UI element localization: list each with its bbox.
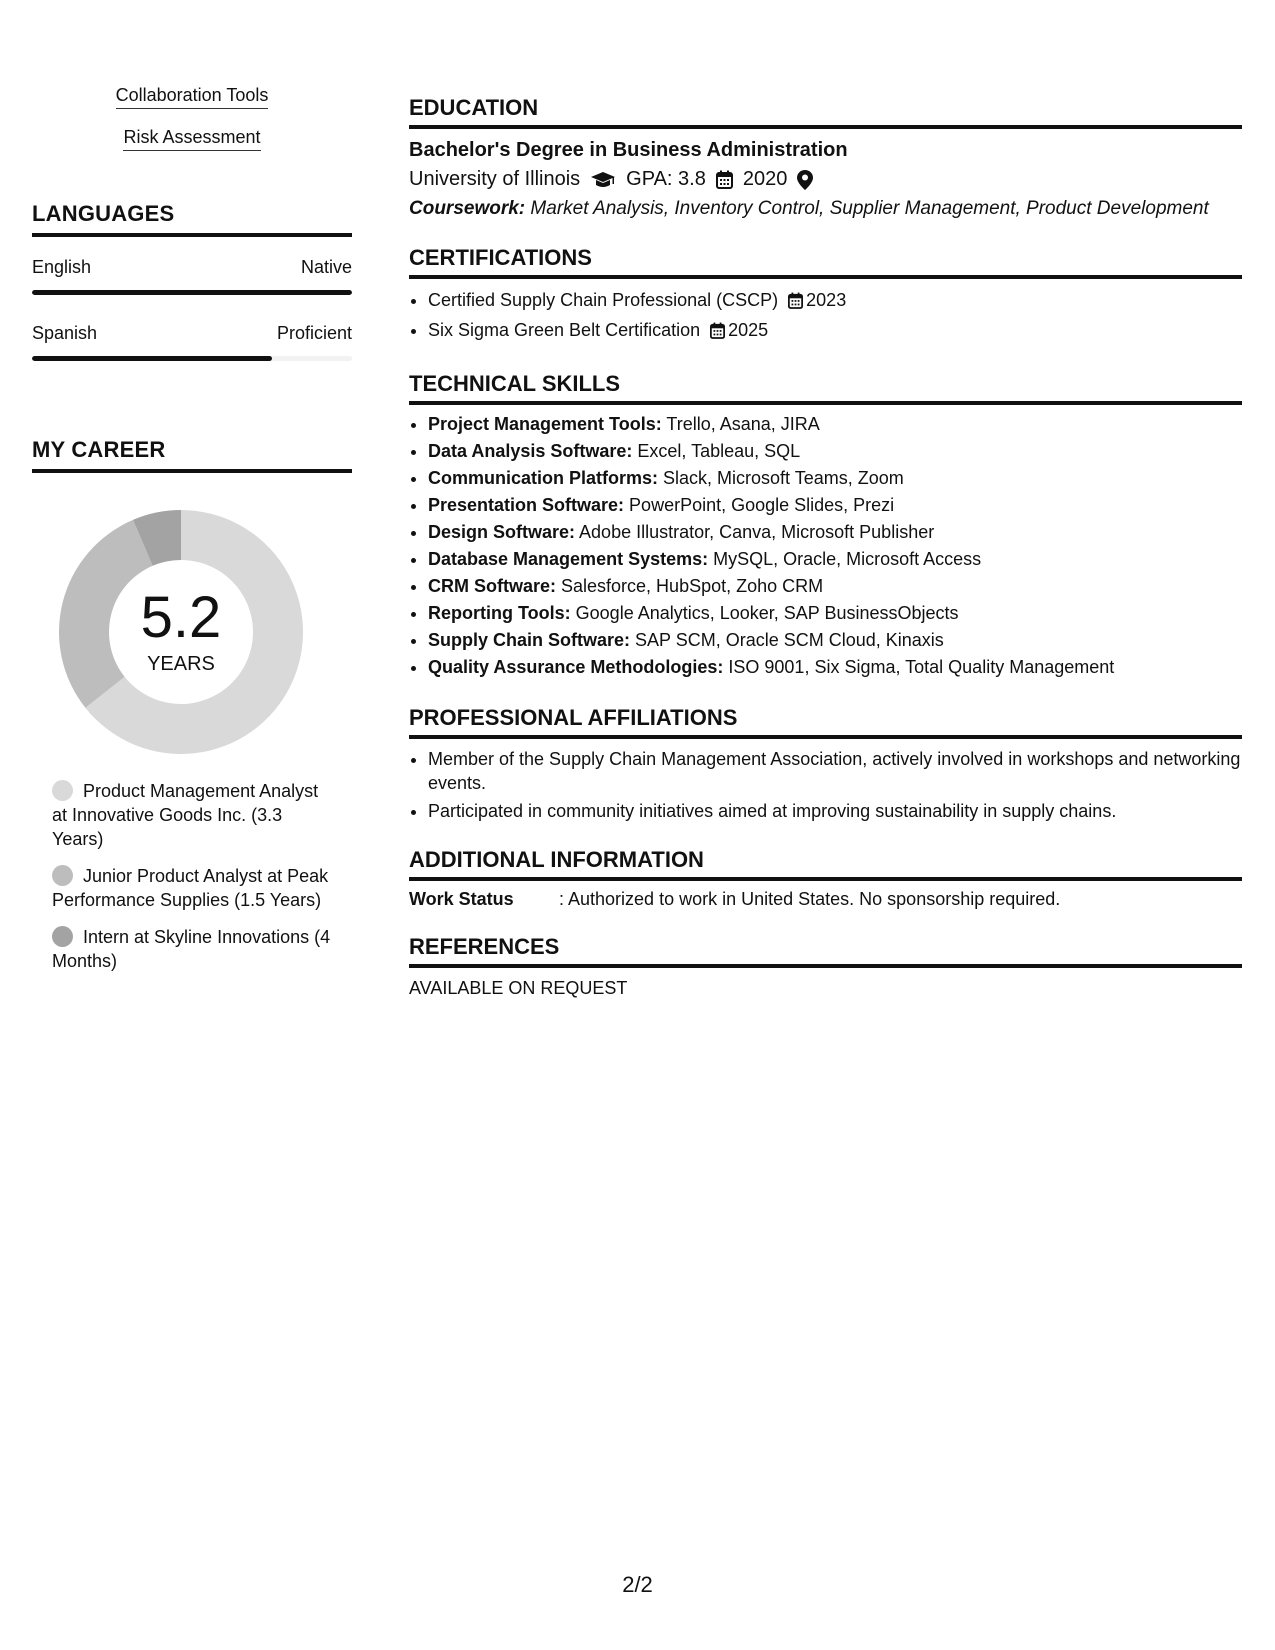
skill-tag-label: Risk Assessment — [123, 127, 260, 151]
certification-year: 2025 — [728, 320, 769, 340]
skill-category: Supply Chain Software: — [428, 630, 631, 650]
certification-year: 2023 — [806, 290, 847, 310]
language-name: English — [32, 257, 92, 277]
skill-category: Data Analysis Software: — [428, 441, 633, 461]
coursework-label: Coursework: — [409, 198, 526, 219]
languages-heading: LANGUAGES — [32, 201, 352, 237]
skill-values: PowerPoint, Google Slides, Prezi — [624, 495, 895, 515]
language-proficiency-fill — [32, 356, 272, 361]
skill-values: Adobe Illustrator, Canva, Microsoft Publisher — [575, 522, 935, 542]
career-role-label: Intern at Skyline Innovations (4 Months) — [52, 927, 331, 971]
certifications-section — [409, 245, 1242, 347]
career-donut-chart — [56, 507, 306, 757]
skill-category: Presentation Software: — [428, 495, 625, 515]
skill-values: Excel, Tableau, SQL — [632, 441, 801, 461]
list-item — [428, 492, 1242, 519]
list-item: • Member of the Supply Chain Management Association, actively involved in workshops and networking events. — [428, 747, 1242, 795]
career-heading: MY CAREER — [32, 437, 352, 473]
skill-category: Project Management Tools: — [428, 414, 662, 434]
calendar-icon — [788, 290, 803, 317]
language-level: Proficient — [276, 323, 352, 343]
list-item — [428, 573, 1242, 600]
career-role-label: Junior Product Analyst at Peak Performance Supplies (1.5 Years) — [52, 866, 329, 910]
language-name: Spanish — [32, 323, 98, 343]
additional-info-section — [409, 847, 1242, 910]
references-text: AVAILABLE ON REQUEST — [409, 978, 628, 998]
career-legend-item — [52, 779, 332, 851]
language-row — [32, 323, 352, 344]
legend-dot-icon — [52, 780, 73, 801]
skill-category: Quality Assurance Methodologies: — [428, 657, 724, 677]
skill-category: Communication Platforms: — [428, 468, 659, 488]
list-item — [428, 438, 1242, 465]
legend-dot-icon — [52, 926, 73, 947]
career-legend-item — [52, 925, 332, 973]
references-heading: REFERENCES — [409, 934, 1242, 968]
calendar-icon — [716, 170, 733, 189]
skill-values: Salesforce, HubSpot, Zoho CRM — [556, 576, 824, 596]
skill-values: MySQL, Oracle, Microsoft Access — [708, 549, 982, 569]
degree-title: Bachelor's Degree in Business Administration — [409, 139, 848, 161]
skill-tag-label: Collaboration Tools — [116, 85, 269, 109]
skill-category: Reporting Tools: — [428, 603, 571, 623]
technical-skills-list — [409, 411, 1242, 681]
list-item — [428, 411, 1242, 438]
affiliations-section — [409, 705, 1242, 823]
list-item — [428, 287, 1242, 317]
additional-info-heading: ADDITIONAL INFORMATION — [409, 847, 1242, 881]
affiliations-heading: PROFESSIONAL AFFILIATIONS — [409, 705, 1242, 739]
list-item — [428, 627, 1242, 654]
page-number: 2/2 — [622, 1572, 653, 1597]
skill-values: SAP SCM, Oracle SCM Cloud, Kinaxis — [630, 630, 944, 650]
skill-category: CRM Software: — [428, 576, 557, 596]
education-heading: EDUCATION — [409, 95, 1242, 129]
technical-skills-section — [409, 371, 1242, 681]
references-section — [409, 934, 1242, 999]
certification-name: Six Sigma Green Belt Certification — [428, 320, 701, 340]
location-pin-icon — [797, 170, 813, 190]
career-legend — [52, 779, 332, 973]
list-item — [428, 654, 1242, 681]
education-details — [409, 168, 1242, 191]
certification-name: Certified Supply Chain Professional (CSCP) — [428, 290, 779, 310]
list-item — [428, 317, 1242, 347]
work-status-label: Work Status — [409, 889, 514, 909]
coursework — [409, 197, 1242, 221]
calendar-icon — [710, 320, 725, 347]
work-status-value: : Authorized to work in United States. No sponsorship required. — [559, 889, 1061, 909]
skill-values: Google Analytics, Looker, SAP BusinessObjects — [570, 603, 959, 623]
certifications-heading: CERTIFICATIONS — [409, 245, 1242, 279]
skill-values: ISO 9001, Six Sigma, Total Quality Management — [723, 657, 1115, 677]
work-status-row — [409, 889, 1242, 910]
education-section — [409, 95, 1242, 221]
list-item: • Participated in community initiatives aimed at improving sustainability in supply chains. — [428, 799, 1242, 823]
language-proficiency-bar — [32, 356, 352, 361]
career-role-label: Product Management Analyst at Innovative Goods Inc. (3.3 Years) — [52, 781, 319, 849]
career-total-value: 5.2 — [140, 584, 222, 650]
legend-dot-icon — [52, 865, 73, 886]
language-row — [32, 257, 352, 278]
affiliations-list — [409, 747, 1242, 823]
language-proficiency-bar — [32, 290, 352, 295]
sidebar — [32, 85, 352, 973]
coursework-list: Market Analysis, Inventory Control, Supplier Management, Product Development — [525, 198, 1209, 219]
gpa: GPA: 3.8 — [626, 168, 706, 190]
school-name: University of Illinois — [409, 168, 581, 190]
skill-category: Database Management Systems: — [428, 549, 709, 569]
skill-values: Trello, Asana, JIRA — [661, 414, 820, 434]
graduation-year: 2020 — [742, 168, 788, 190]
skill-tag — [32, 127, 352, 151]
technical-skills-heading: TECHNICAL SKILLS — [409, 371, 1242, 405]
language-level: Native — [300, 257, 352, 277]
skill-values: Slack, Microsoft Teams, Zoom — [658, 468, 904, 488]
certifications-list — [409, 287, 1242, 347]
graduation-cap-icon — [590, 170, 616, 190]
career-legend-item — [52, 864, 332, 912]
language-proficiency-fill — [32, 290, 352, 295]
career-donut-center — [56, 507, 306, 757]
career-total-unit: YEARS — [147, 652, 215, 675]
skill-category: Design Software: — [428, 522, 576, 542]
list-item — [428, 519, 1242, 546]
list-item — [428, 600, 1242, 627]
list-item — [428, 546, 1242, 573]
skill-tag — [32, 85, 352, 109]
main-content — [409, 95, 1242, 999]
list-item — [428, 465, 1242, 492]
